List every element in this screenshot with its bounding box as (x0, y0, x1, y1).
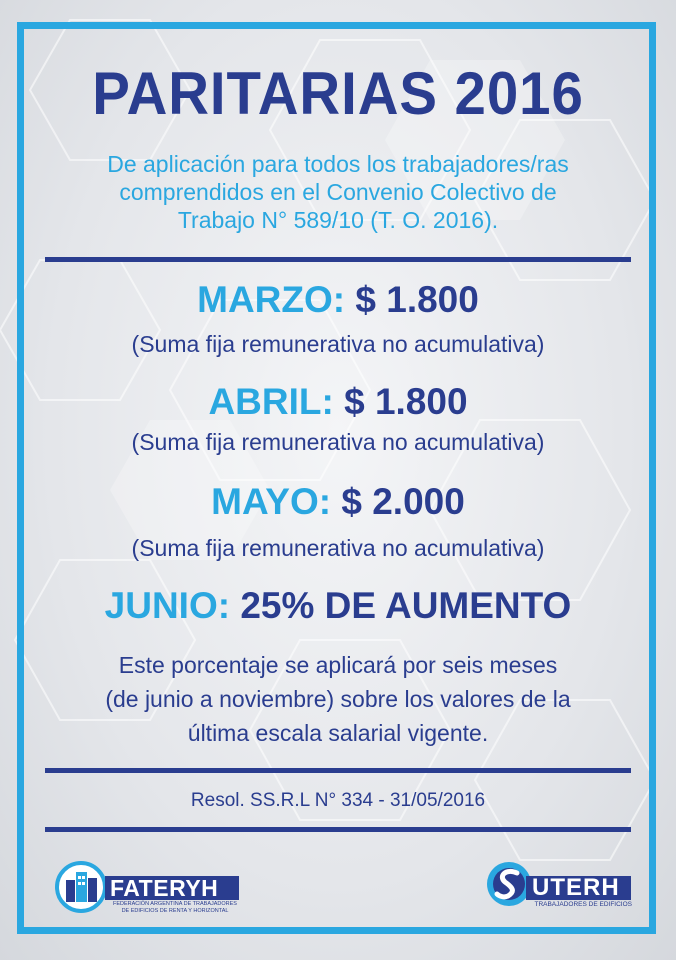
intro-line-1: De aplicación para todos los trabajadores/ras (107, 151, 569, 177)
fateryh-name: FATERYH (110, 875, 219, 901)
explanation-paragraph (60, 648, 616, 750)
payment-row-mayo (0, 480, 676, 524)
payment-note: (Suma fija remunerativa no acumulativa) (131, 429, 545, 455)
amount-value: $ 1.800 (344, 381, 468, 422)
month-label: MAYO: (211, 481, 332, 522)
payment-row-abril (0, 380, 676, 424)
fateryh-subtitle-line-1: FEDERACIÓN ARGENTINA DE TRABAJADORES (113, 901, 237, 907)
explanation-line-3: última escala salarial vigente. (187, 720, 489, 746)
suterh-logo (486, 858, 636, 918)
fateryh-subtitle (108, 901, 242, 915)
suterh-subtitle: TRABAJADORES DE EDIFICIOS (534, 901, 632, 908)
payment-note: (Suma fija remunerativa no acumulativa) (131, 331, 545, 357)
page-title: PARITARIAS 2016 (92, 60, 584, 127)
fateryh-logo (54, 858, 244, 918)
month-label: MARZO: (197, 279, 346, 320)
amount-value: $ 2.000 (341, 481, 465, 522)
resolution-text: Resol. SS.R.L N° 334 - 31/05/2016 (190, 790, 486, 811)
fateryh-subtitle-line-2: DE EDIFICIOS DE RENTA Y HORIZONTAL (121, 908, 229, 914)
explanation-line-2: (de junio a noviembre) sobre los valores de la (105, 686, 571, 712)
month-label: ABRIL: (208, 381, 334, 422)
payment-note: (Suma fija remunerativa no acumulativa) (131, 535, 545, 561)
intro-line-3: Trabajo N° 589/10 (T. O. 2016). (177, 207, 499, 233)
intro-text (50, 150, 626, 234)
divider-top (45, 257, 631, 262)
payment-row-marzo (0, 278, 676, 322)
explanation-line-1: Este porcentaje se aplicará por seis meses (118, 652, 558, 678)
intro-line-2: comprendidos en el Convenio Colectivo de (119, 179, 557, 205)
divider-middle (45, 768, 631, 773)
amount-value: 25% DE AUMENTO (240, 585, 572, 626)
payment-row-junio (0, 584, 676, 628)
month-label: JUNIO: (104, 585, 231, 626)
suterh-name: UTERH (532, 874, 620, 901)
divider-bottom (45, 827, 631, 832)
amount-value: $ 1.800 (355, 279, 479, 320)
